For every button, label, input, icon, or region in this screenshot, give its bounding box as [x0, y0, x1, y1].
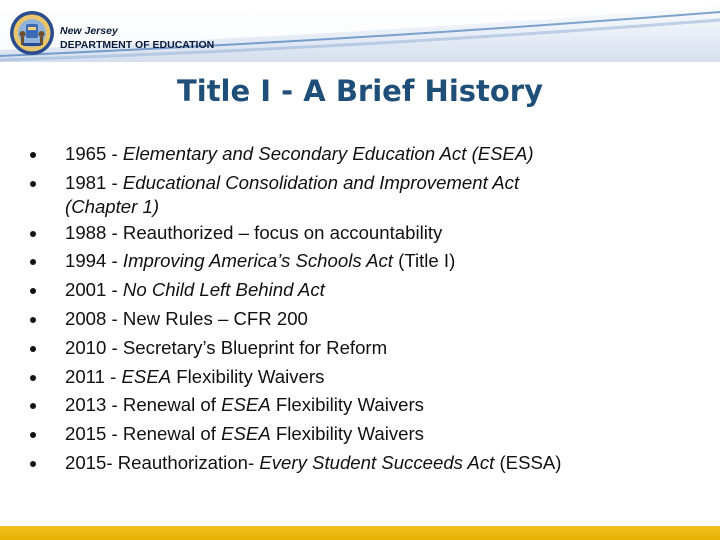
bullet-text: Renewal of — [122, 394, 222, 416]
bullet-dot-icon — [30, 259, 36, 265]
bullet-dot-icon — [30, 231, 36, 237]
bullet-text: Secretary’s Blueprint for Reform — [122, 336, 388, 358]
bullet-year: 2015- — [65, 451, 113, 473]
department-name: DEPARTMENT OF EDUCATION — [60, 39, 215, 51]
bullet-text: Flexibility Waivers — [171, 365, 325, 387]
history-bullet-item — [30, 391, 710, 420]
bullet-dot-icon — [30, 461, 36, 467]
bullet-year: 2011 - — [65, 365, 117, 387]
bullet-dot-icon — [30, 181, 36, 187]
bullet-year: 1988 - — [65, 221, 118, 243]
department-logo-text — [60, 24, 214, 52]
bullet-dot-icon — [30, 317, 36, 323]
bullet-text: Flexibility Waivers — [270, 423, 424, 445]
bullet-text: Educational Consolidation and Improvement Act — [122, 171, 520, 193]
bullet-dot-icon — [30, 346, 36, 352]
header-band — [0, 0, 720, 62]
bullet-text: Reauthorization- — [117, 451, 260, 473]
history-bullet-item — [30, 420, 710, 449]
history-bullet-list — [30, 140, 710, 478]
bullet-dot-icon — [30, 152, 36, 158]
bullet-text: Reauthorized – focus on accountability — [122, 221, 443, 243]
bullet-text: ESEA — [221, 394, 271, 416]
bullet-text: Elementary and Secondary Education Act (ESEA) — [122, 143, 534, 164]
bullet-year: 2010 - — [65, 336, 118, 358]
bullet-year: 1965 - — [65, 143, 118, 164]
bullet-year: 2015 - — [65, 423, 118, 445]
bullet-continuation: (Chapter 1) — [65, 195, 160, 217]
bullet-text: Improving America’s Schools Act — [122, 250, 393, 272]
bullet-text: (Title I) — [392, 250, 456, 272]
state-name: New Jersey — [60, 25, 118, 37]
history-bullet-item — [30, 219, 710, 248]
bullet-year: 1981 - — [65, 171, 118, 193]
slide-title: Title I - A Brief History — [176, 74, 544, 108]
bullet-year: 2013 - — [65, 394, 118, 416]
bullet-text: ESEA — [121, 365, 172, 387]
bullet-text: New Rules – CFR 200 — [122, 307, 308, 329]
bullet-text: (ESSA) — [494, 451, 562, 473]
history-bullet-item — [30, 334, 710, 363]
history-bullet-item — [30, 140, 710, 169]
history-bullet-item — [30, 247, 710, 276]
bullet-dot-icon — [30, 403, 36, 409]
history-bullet-item — [30, 276, 710, 305]
bullet-text: Renewal of — [122, 423, 222, 445]
bullet-year: 2001 - — [65, 279, 118, 301]
history-bullet-item — [30, 449, 710, 478]
new-jersey-state-seal-icon — [9, 10, 55, 56]
history-bullet-item — [30, 363, 710, 392]
bullet-text: Every Student Succeeds Act — [259, 451, 495, 473]
bullet-year: 1994 - — [65, 250, 118, 272]
bullet-text: No Child Left Behind Act — [122, 279, 325, 301]
bullet-dot-icon — [30, 432, 36, 438]
bullet-year: 2008 - — [65, 307, 118, 329]
bullet-dot-icon — [30, 288, 36, 294]
footer-bar — [0, 526, 720, 540]
bullet-dot-icon — [30, 375, 36, 381]
bullet-text: ESEA — [221, 423, 271, 445]
history-bullet-item — [30, 305, 710, 334]
history-bullet-item — [30, 169, 710, 219]
bullet-text: Flexibility Waivers — [270, 394, 424, 416]
